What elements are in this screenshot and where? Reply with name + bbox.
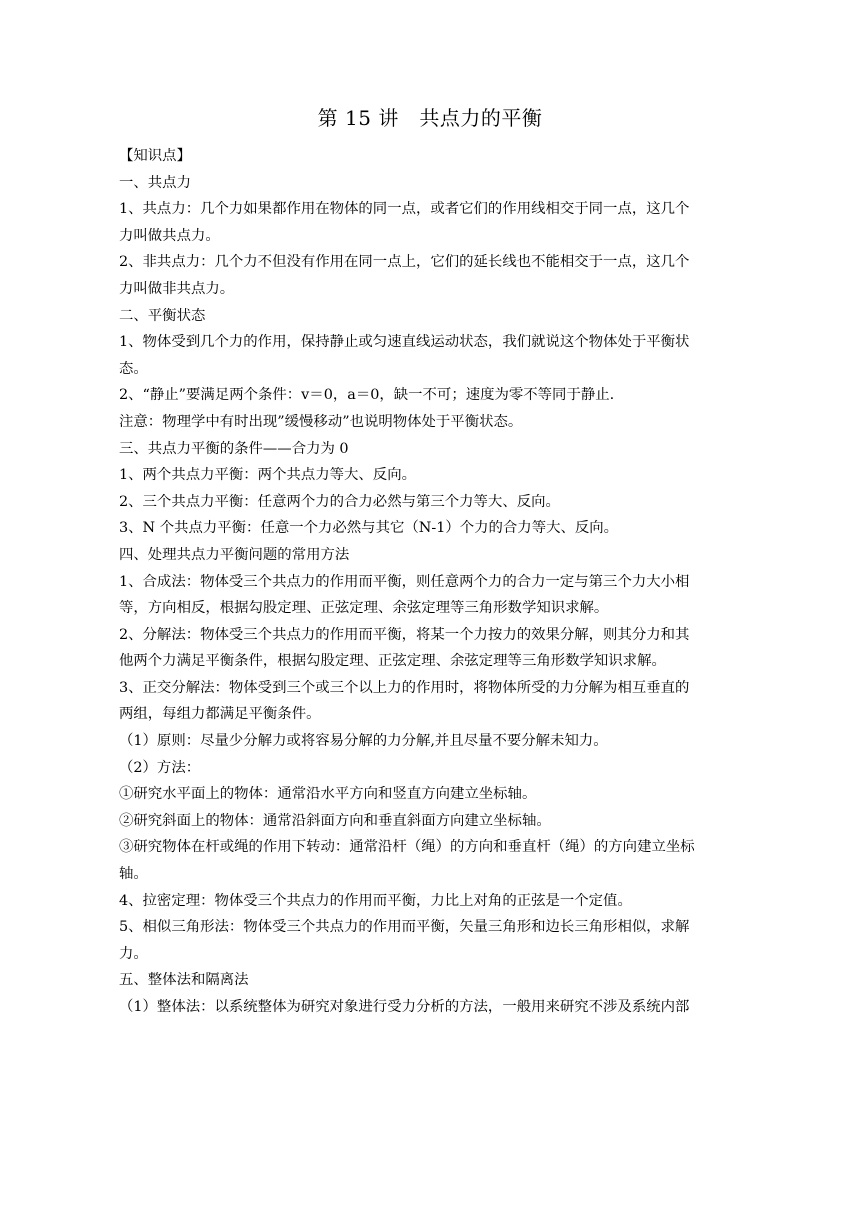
text-line: 等，方向相反，根据勾股定理、正弦定理、余弦定理等三角形数学知识求解。 [119,600,609,617]
text-line: 力。 [119,945,148,962]
text-line: 2、三个共点力平衡：任意两个力的合力必然与第三个力等大、反向。 [119,493,560,510]
text-line: （1）整体法：以系统整体为研究对象进行受力分析的方法，一般用来研究不涉及系统内部 [119,999,690,1015]
text-line: ③研究物体在杆或绳的作用下转动：通常沿杆（绳）的方向和垂直杆（绳）的方向建立坐标 [119,839,695,856]
text-line: 4、拉密定理：物体受三个共点力的作用而平衡，力比上对角的正弦是一个定值。 [119,892,632,909]
text-line: 2、分解法：物体受三个共点力的作用而平衡，将某一个力按力的效果分解，则其分力和其 [119,626,690,643]
text-line: 两组，每组力都满足平衡条件。 [119,706,321,723]
section-heading-5: 五、整体法和隔离法 [119,972,249,989]
text-line: 轴。 [119,866,148,883]
text-line: 1、物体受到几个力的作用，保持静止或匀速直线运动状态，我们就说这个物体处于平衡状 [119,334,690,351]
note-line: 注意：物理学中有时出现”缓慢移动”也说明物体处于平衡状态。 [119,413,523,430]
text-line: ①研究水平面上的物体：通常沿水平方向和竖直方向建立坐标轴。 [119,786,537,803]
text-line: （2）方法： [119,759,201,776]
text-line: 3、正交分解法：物体受到三个或三个以上力的作用时，将物体所受的力分解为相互垂直的 [119,679,690,696]
text-line: 他两个力满足平衡条件，根据勾股定理、正弦定理、余弦定理等三角形数学知识求解。 [119,653,666,670]
text-line: 力叫做非共点力。 [119,280,235,297]
text-line: 2、非共点力：几个力不但没有作用在同一点上，它们的延长线也不能相交于一点，这几个 [119,254,690,271]
page-title: 第 15 讲 共点力的平衡 [317,106,543,130]
text-line: 5、相似三角形法：物体受三个共点力的作用而平衡，矢量三角形和边长三角形相似，求解 [119,919,690,936]
text-line: 1、合成法：物体受三个共点力的作用而平衡，则任意两个力的合力一定与第三个力大小相 [119,573,690,590]
text-line: 力叫做共点力。 [119,227,220,244]
text-line: 1、共点力：几个力如果都作用在物体的同一点，或者它们的作用线相交于同一点，这几个 [119,201,690,218]
text-line: 3、N 个共点力平衡：任意一个力必然与其它（N-1）个力的合力等大、反向。 [119,520,619,537]
text-line: 1、两个共点力平衡：两个共点力等大、反向。 [119,467,416,484]
text-line: 态。 [119,360,148,377]
document-body [119,143,741,1021]
section-heading-4: 四、处理共点力平衡问题的常用方法 [119,546,350,563]
section-heading-3: 三、共点力平衡的条件——合力为 0 [119,440,349,457]
text-line: 2、“静止”要满足两个条件：v＝0，a＝0，缺一不可；速度为零不等同于静止. [119,387,615,404]
section-heading-2: 二、平衡状态 [119,307,206,324]
section-heading-1: 一、共点力 [119,174,191,191]
text-line: （1）原则：尽量少分解力或将容易分解的力分解,并且尽量不要分解未知力。 [119,733,608,750]
section-label-knowledge-points: 【知识点】 [119,148,191,164]
text-line: ②研究斜面上的物体：通常沿斜面方向和垂直斜面方向建立坐标轴。 [119,812,551,829]
